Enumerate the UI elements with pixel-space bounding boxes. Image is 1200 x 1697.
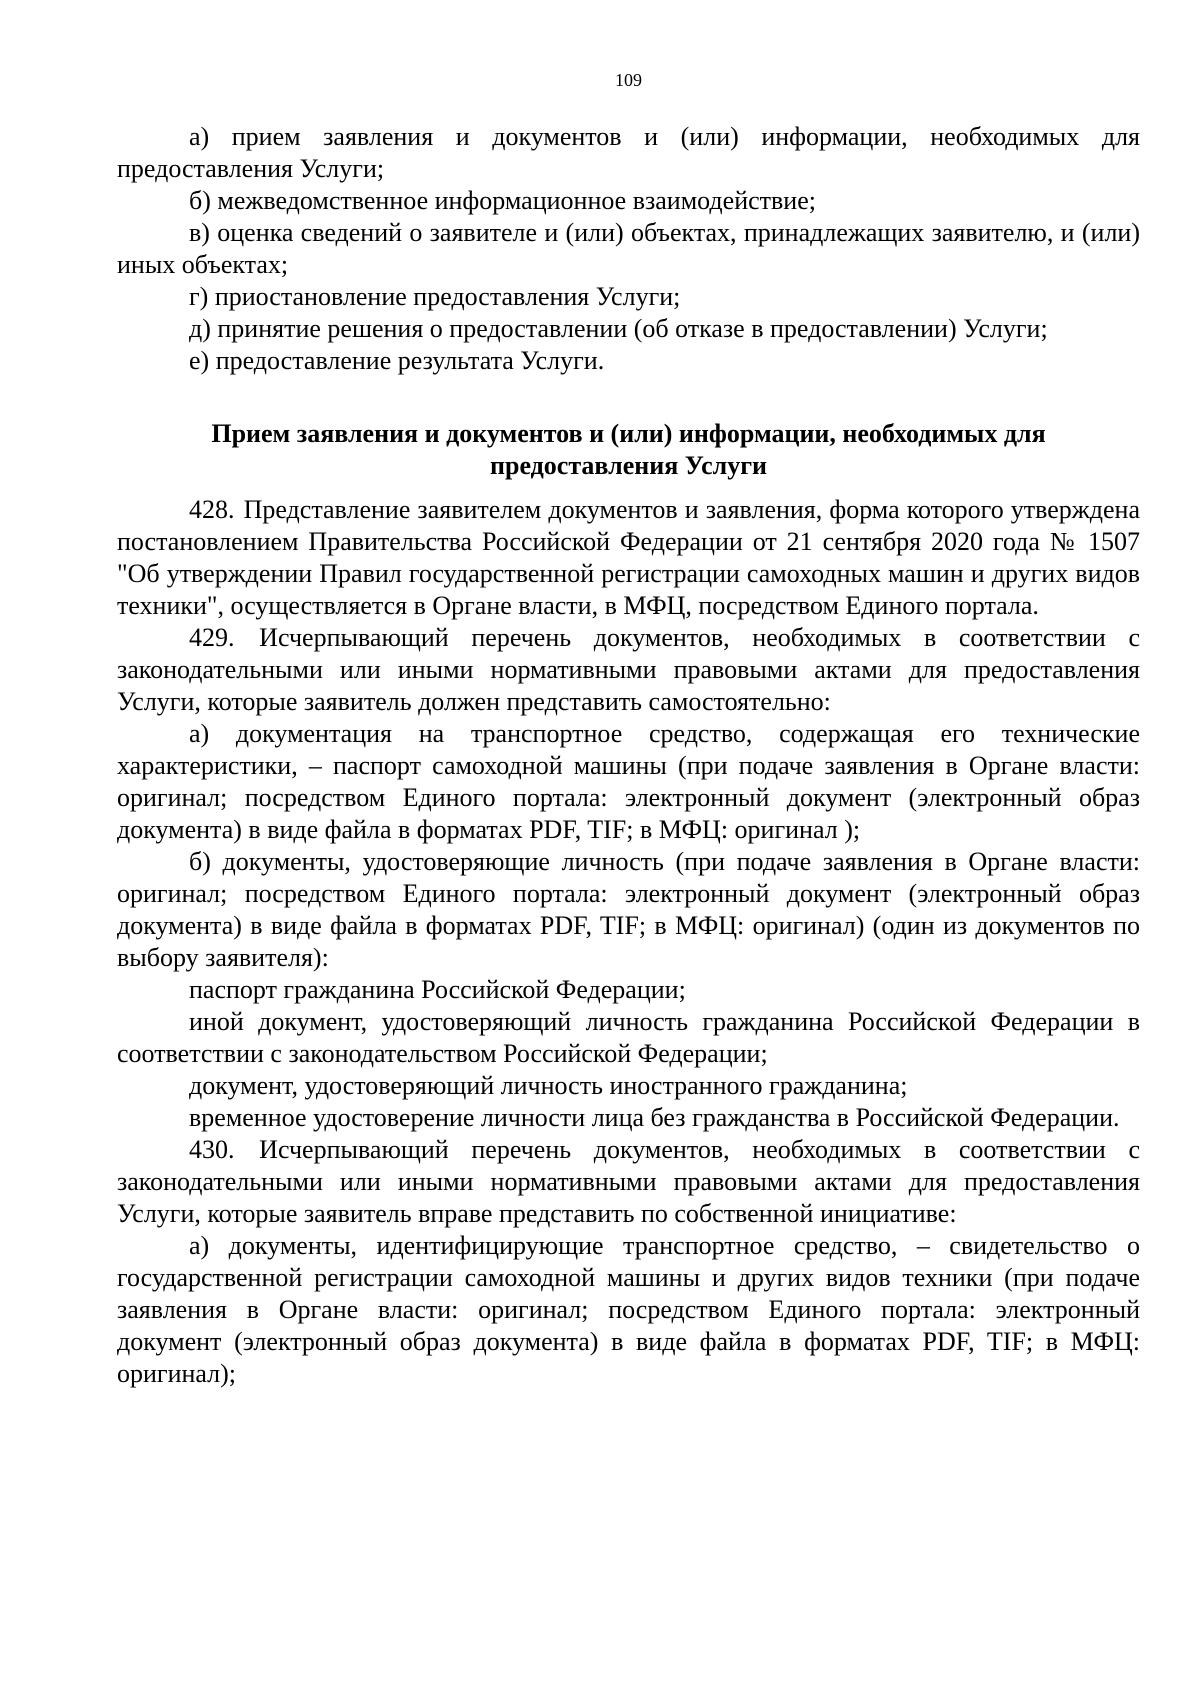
intro-item-b: б) межведомственное информационное взаимодействие; [189, 186, 816, 215]
clause-428 [117, 494, 1140, 622]
clause-428-text: Представление заявителем документов и заявления, форма которого утверждена постановлением Правительства Российской Федерации от 21 сентября 2020 года № 1507 "Об утверждении Правил государственной регистрации самоходных машин и других видов техники", осуществляется в Органе власти, в МФЦ, посредством Единого портала. [117, 495, 1140, 620]
clause-429-number: 429. [189, 623, 235, 652]
section-heading-line-2: предоставления Услуги [490, 451, 767, 480]
document-body [117, 121, 1140, 1390]
clause-429-doc-2: иной документ, удостоверяющий личность гражданина Российской Федерации в соответствии с законодательством Российской Федерации; [117, 1007, 1140, 1068]
clause-429-item-a: а) документация на транспортное средство, содержащая его технические характеристики, – паспорт самоходной машины (при подаче заявления в Органе власти: оригинал; посредством Единого портала: электронный документ (электронный образ документа) в виде файла в форматах PDF, TIF; в МФЦ: оригинал ); [117, 719, 1140, 844]
page-number: 109 [615, 70, 642, 90]
clause-429 [117, 622, 1140, 718]
section-heading [117, 418, 1140, 482]
intro-item-f: е) предоставление результата Услуги. [189, 346, 605, 375]
clause-430-item-a: а) документы, идентифицирующие транспортное средство, – свидетельство о государственной регистрации самоходной машины и других видов техники (при подаче заявления в Органе власти: оригинал; посредством Единого портала: электронный документ (электронный образ документа) в виде файла в форматах PDF, TIF; в МФЦ: оригинал); [117, 1231, 1140, 1388]
clause-430 [117, 1134, 1140, 1230]
intro-item-d: г) приостановление предоставления Услуги; [189, 282, 681, 311]
clause-430-text: Исчерпывающий перечень документов, необходимых в соответствии с законодательными или иными нормативными правовыми актами для предоставления Услуги, которые заявитель вправе представить по собственной инициативе: [117, 1135, 1141, 1228]
clause-429-item-b: б) документы, удостоверяющие личность (при подаче заявления в Органе власти: оригинал; посредством Единого портала: электронный документ (электронный образ документа) в виде файла в форматах PDF, TIF; в МФЦ: оригинал) (один из документов по выбору заявителя): [117, 847, 1140, 972]
intro-item-a: а) прием заявления и документов и (или) информации, необходимых для предоставления Услуги; [117, 122, 1140, 183]
clause-429-doc-3: документ, удостоверяющий личность иностранного гражданина; [189, 1071, 908, 1100]
intro-item-e: д) принятие решения о предоставлении (об отказе в предоставлении) Услуги; [189, 314, 1048, 343]
clause-429-doc-4: временное удостоверение личности лица без гражданства в Российской Федерации. [189, 1103, 1120, 1132]
clause-429-text: Исчерпывающий перечень документов, необходимых в соответствии с законодательными или иными нормативными правовыми актами для предоставления Услуги, которые заявитель должен представить самостоятельно: [117, 623, 1141, 716]
clause-429-doc-1: паспорт гражданина Российской Федерации; [189, 975, 686, 1004]
section-heading-line-1: Прием заявления и документов и (или) информации, необходимых для [211, 419, 1046, 448]
clause-428-number: 428. [189, 495, 235, 524]
clause-430-number: 430. [189, 1135, 235, 1164]
intro-item-c: в) оценка сведений о заявителе и (или) объектах, принадлежащих заявителю, и (или) иных объектах; [117, 218, 1140, 279]
